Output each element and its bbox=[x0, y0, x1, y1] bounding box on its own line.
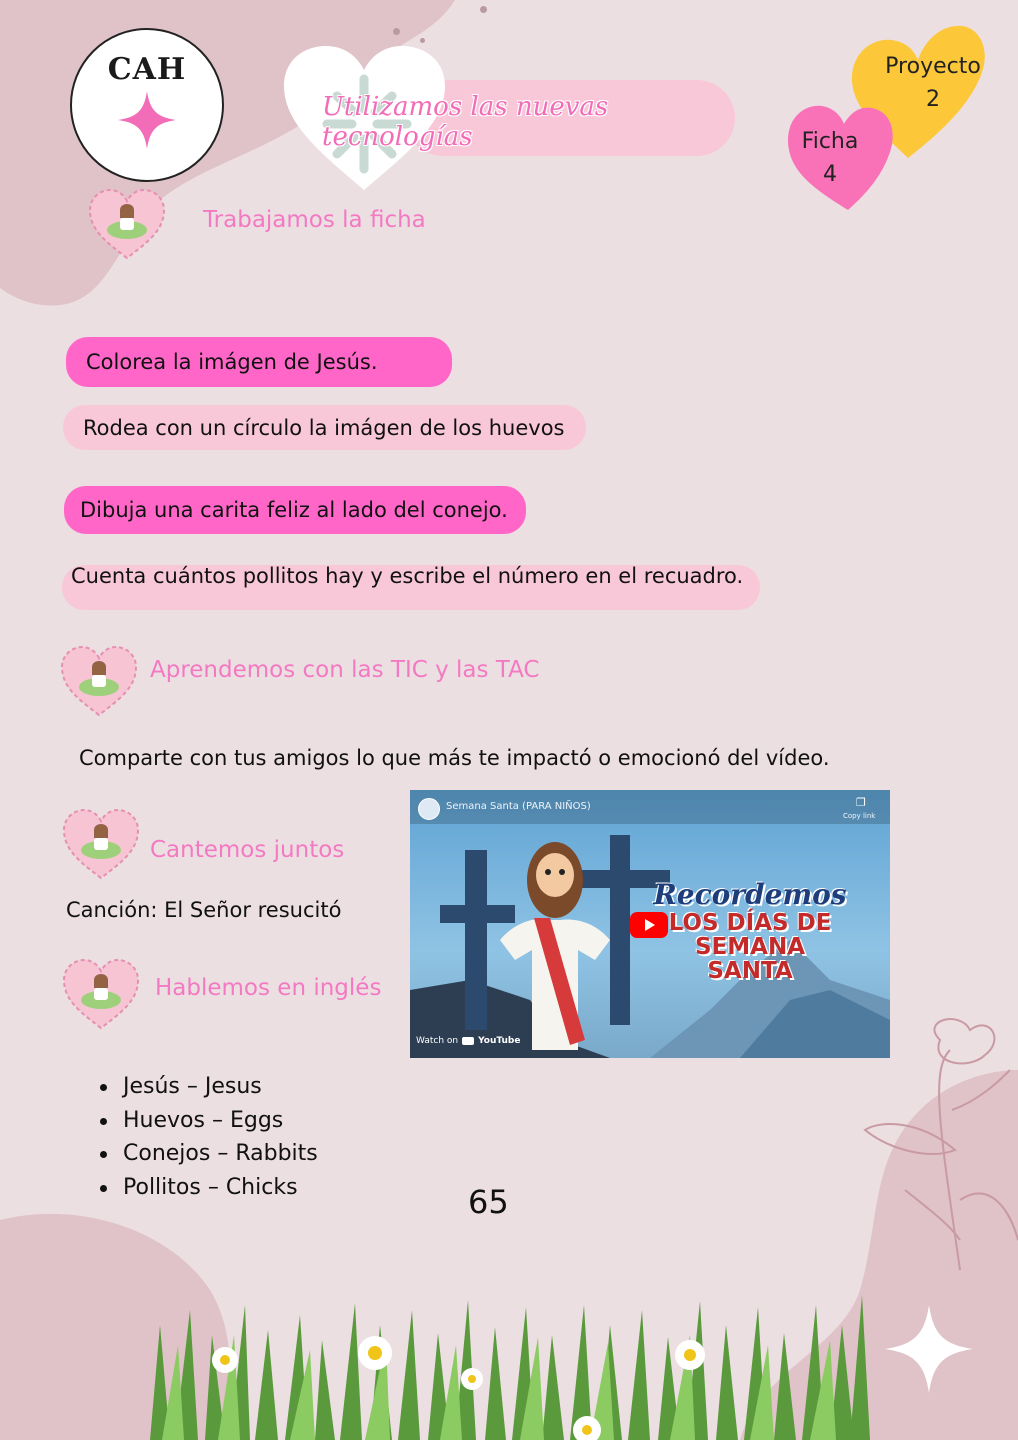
proyecto-text: Proyecto bbox=[885, 54, 981, 79]
play-icon bbox=[630, 912, 668, 938]
youtube-icon bbox=[462, 1037, 474, 1045]
youtube-label: YouTube bbox=[478, 1036, 521, 1046]
dot-decoration bbox=[480, 6, 487, 13]
dot-decoration bbox=[393, 28, 400, 35]
list-item: Jesús – Jesus bbox=[100, 1070, 318, 1104]
proyecto-number: 2 bbox=[926, 87, 940, 112]
instruction-pill: Dibuja una carita feliz al lado del conejo. bbox=[64, 486, 526, 534]
play-button[interactable] bbox=[630, 912, 668, 938]
sparkle-icon bbox=[118, 91, 176, 149]
video-channel-title: Semana Santa (PARA NIÑOS) bbox=[446, 801, 591, 812]
section-title-cantemos: Cantemos juntos bbox=[150, 837, 345, 863]
logo-text: CAH bbox=[107, 51, 187, 87]
copy-icon[interactable]: ❐ bbox=[856, 796, 866, 809]
jesus-heart-icon bbox=[62, 958, 140, 1030]
instruction-pill: Colorea la imágen de Jesús. bbox=[66, 337, 452, 387]
section-title-aprendemos: Aprendemos con las TIC y las TAC bbox=[150, 657, 540, 683]
ficha-label bbox=[790, 125, 870, 191]
grass-decoration bbox=[150, 1295, 870, 1440]
ficha-number: 4 bbox=[823, 162, 837, 187]
jesus-heart-icon bbox=[62, 808, 140, 880]
copy-link-label[interactable]: Copy link bbox=[843, 812, 876, 820]
instruction-pill: Rodea con un círculo la imágen de los huevos bbox=[63, 405, 586, 450]
jesus-heart-icon bbox=[60, 645, 138, 717]
section-title-trabajamos: Trabajamos la ficha bbox=[203, 207, 426, 233]
watch-on-youtube[interactable] bbox=[416, 1036, 520, 1046]
flower-outline-decoration bbox=[860, 1010, 1018, 1280]
vocabulary-list bbox=[100, 1070, 318, 1204]
song-title: Canción: El Señor resucitó bbox=[66, 898, 342, 922]
headline-line-3: SEMANA SANTA bbox=[694, 934, 805, 984]
video-embed[interactable] bbox=[410, 790, 890, 1058]
instruction-text: Cuenta cuántos pollitos hay y escribe el número en el recuadro. bbox=[71, 564, 744, 588]
list-item: Conejos – Rabbits bbox=[100, 1137, 318, 1171]
dot-decoration bbox=[420, 38, 425, 43]
channel-avatar bbox=[418, 798, 440, 820]
headline-line-1: Recordemos bbox=[653, 878, 847, 911]
video-headline bbox=[650, 878, 850, 983]
school-logo bbox=[70, 28, 224, 182]
headline-line-2: LOS DÍAS DE bbox=[668, 910, 832, 936]
share-text: Comparte con tus amigos lo que más te impactó o emocionó del vídeo. bbox=[79, 746, 830, 770]
ficha-text: Ficha bbox=[801, 129, 859, 154]
jesus-heart-icon bbox=[88, 188, 166, 260]
list-item: Huevos – Eggs bbox=[100, 1104, 318, 1138]
page-number: 65 bbox=[468, 1183, 509, 1221]
page-title: Utilizamos las nuevas tecnologías bbox=[322, 92, 609, 152]
section-title-hablemos: Hablemos en inglés bbox=[155, 975, 382, 1001]
list-item: Pollitos – Chicks bbox=[100, 1171, 318, 1205]
watch-on-label: Watch on bbox=[416, 1036, 459, 1046]
white-sparkle-icon bbox=[885, 1305, 973, 1393]
